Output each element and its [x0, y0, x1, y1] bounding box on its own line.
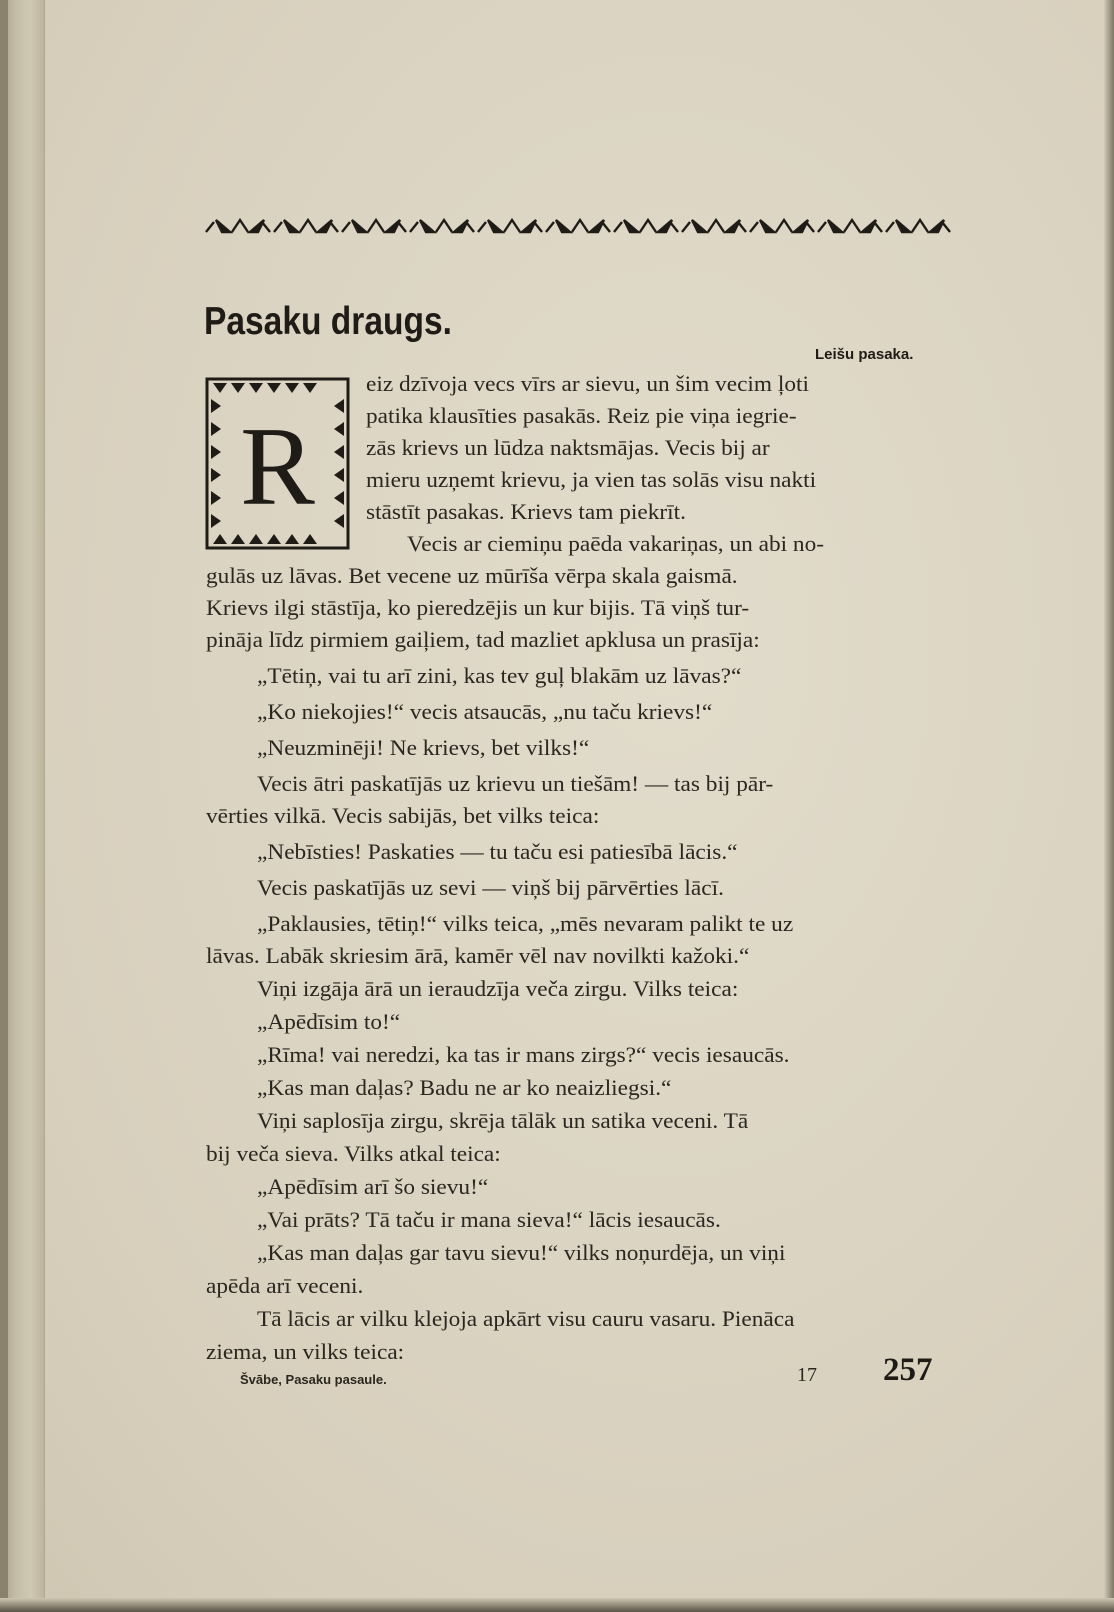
- text-line: bij veča sieva. Vilks atkal teica:: [206, 1141, 501, 1166]
- page-number: 257: [883, 1352, 933, 1388]
- text-line: stāstīt pasakas. Krievs tam piekrīt.: [366, 499, 686, 524]
- text-line: vērties vilkā. Vecis sabijās, bet vilks teica:: [206, 803, 600, 828]
- text-line: „Apēdīsim to!“: [257, 1009, 401, 1034]
- text-line: mieru uzņemt krievu, ja vien tas solās visu nakti: [366, 467, 817, 492]
- text-line: „Rīma! vai neredzi, ka tas ir mans zirgs?“ vecis iesaucās.: [257, 1042, 790, 1067]
- text-line: gulās uz lāvas. Bet vecene uz mūrīša vērpa skala gaismā.: [206, 563, 738, 588]
- text-line: Vecis ātri paskatījās uz krievu un tiešām! — tas bij pār-: [257, 771, 774, 796]
- page-bottom-edge: [0, 1598, 1114, 1612]
- spine-edge: [0, 0, 8, 1612]
- text-line: Krievs ilgi stāstīja, ko pieredzējis un kur bijis. Tā viņš tur-: [206, 595, 750, 620]
- text-line: „Paklausies, tētiņ!“ vilks teica, „mēs nevaram palikt te uz: [257, 911, 794, 936]
- text-line: „Tētiņ, vai tu arī zini, kas tev guļ blakām uz lāvas?“: [257, 663, 742, 688]
- book-spine: [0, 0, 45, 1612]
- page-right-edge: [1104, 0, 1114, 1612]
- text-line: pināja līdz pirmiem gaiļiem, tad mazliet apklusa un prasīja:: [206, 627, 760, 652]
- header-ornament: [204, 214, 952, 238]
- text-line: Vecis ar ciemiņu paēda vakariņas, un abi no-: [407, 531, 825, 556]
- text-line: lāvas. Labāk skriesim ārā, kamēr vēl nav novilkti kažoki.“: [206, 943, 750, 968]
- text-line: zās krievs un lūdza naktsmājas. Vecis bij ar: [366, 435, 770, 460]
- text-line: patika klausīties pasakās. Reiz pie viņa iegrie-: [366, 403, 797, 428]
- text-line: Viņi saplosīja zirgu, skrēja tālāk un satika veceni. Tā: [257, 1108, 749, 1133]
- text-line: „Nebīsties! Paskaties — tu taču esi patiesībā lācis.“: [257, 839, 738, 864]
- text-line: „Neuzminēji! Ne krievs, bet vilks!“: [257, 735, 590, 760]
- text-line: apēda arī veceni.: [206, 1273, 364, 1298]
- text-line: ziema, un vilks teica:: [206, 1339, 405, 1364]
- drop-cap: R: [240, 404, 315, 529]
- text-line: „Vai prāts? Tā taču ir mana sieva!“ lācis iesaucās.: [257, 1207, 721, 1232]
- text-line: Tā lācis ar vilku klejoja apkārt visu cauru vasaru. Pienāca: [257, 1306, 795, 1331]
- story-subtitle: Leišu pasaka.: [815, 346, 914, 363]
- text-line: „Ko niekojies!“ vecis atsaucās, „nu taču krievs!“: [257, 699, 713, 724]
- text-line: „Kas man daļas gar tavu sievu!“ vilks noņurdēja, un viņi: [257, 1240, 786, 1265]
- text-line: „Apēdīsim arī šo sievu!“: [257, 1174, 489, 1199]
- footer-signature: 17: [797, 1364, 817, 1386]
- footer-book-title: Švābe, Pasaku pasaule.: [240, 1372, 387, 1387]
- text-line: Viņi izgāja ārā un ieraudzīja veča zirgu. Vilks teica:: [257, 976, 739, 1001]
- story-title: Pasaku draugs.: [204, 300, 452, 343]
- text-line: Vecis paskatījās uz sevi — viņš bij pārvērties lācī.: [257, 875, 724, 900]
- text-line: „Kas man daļas? Badu ne ar ko neaizliegsi.“: [257, 1075, 672, 1100]
- text-line: eiz dzīvoja vecs vīrs ar sievu, un šim vecim ļoti: [366, 371, 809, 396]
